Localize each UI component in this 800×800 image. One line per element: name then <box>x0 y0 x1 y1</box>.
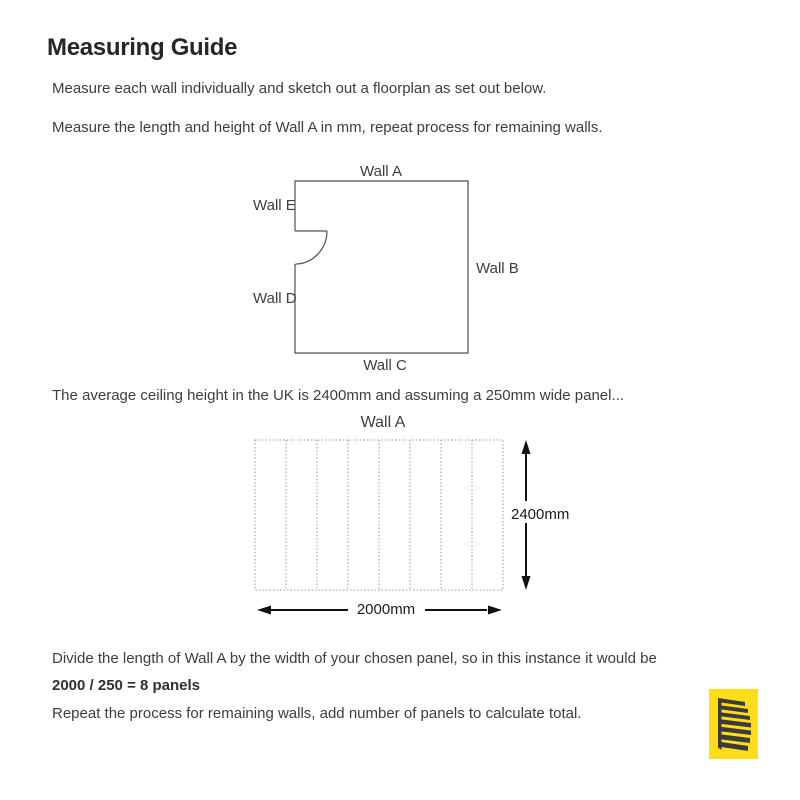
width-dimension-label: 2000mm <box>356 601 416 618</box>
floorplan-diagram <box>230 160 520 375</box>
panel-diagram <box>245 430 575 625</box>
panel-grid-icon <box>245 430 575 625</box>
calculation-formula: 2000 / 250 = 8 panels <box>52 677 201 694</box>
floorplan-wall-c-label: Wall C <box>363 357 407 374</box>
panel-stack-logo-icon <box>709 689 758 759</box>
floorplan-wall-a-label: Wall A <box>360 163 402 180</box>
calculation-line-2: Repeat the process for remaining walls, add number of panels to calculate total. <box>52 705 582 722</box>
panel-diagram-title: Wall A <box>360 414 406 431</box>
intro-line-2: Measure the length and height of Wall A in mm, repeat process for remaining walls. <box>52 119 603 136</box>
ceiling-note: The average ceiling height in the UK is 2400mm and assuming a 250mm wide panel... <box>52 387 624 404</box>
calculation-line-1: Divide the length of Wall A by the width of your chosen panel, so in this instance it would be <box>52 650 657 667</box>
panel-stack-logo <box>709 689 758 759</box>
floorplan-wall-e-label: Wall E <box>253 197 296 214</box>
floorplan-wall-b-label: Wall B <box>476 260 519 277</box>
intro-line-1: Measure each wall individually and sketch out a floorplan as set out below. <box>52 80 547 97</box>
page-title: Measuring Guide <box>47 34 238 61</box>
height-dimension-label: 2400mm <box>511 506 570 523</box>
floorplan-wall-d-label: Wall D <box>253 290 297 307</box>
